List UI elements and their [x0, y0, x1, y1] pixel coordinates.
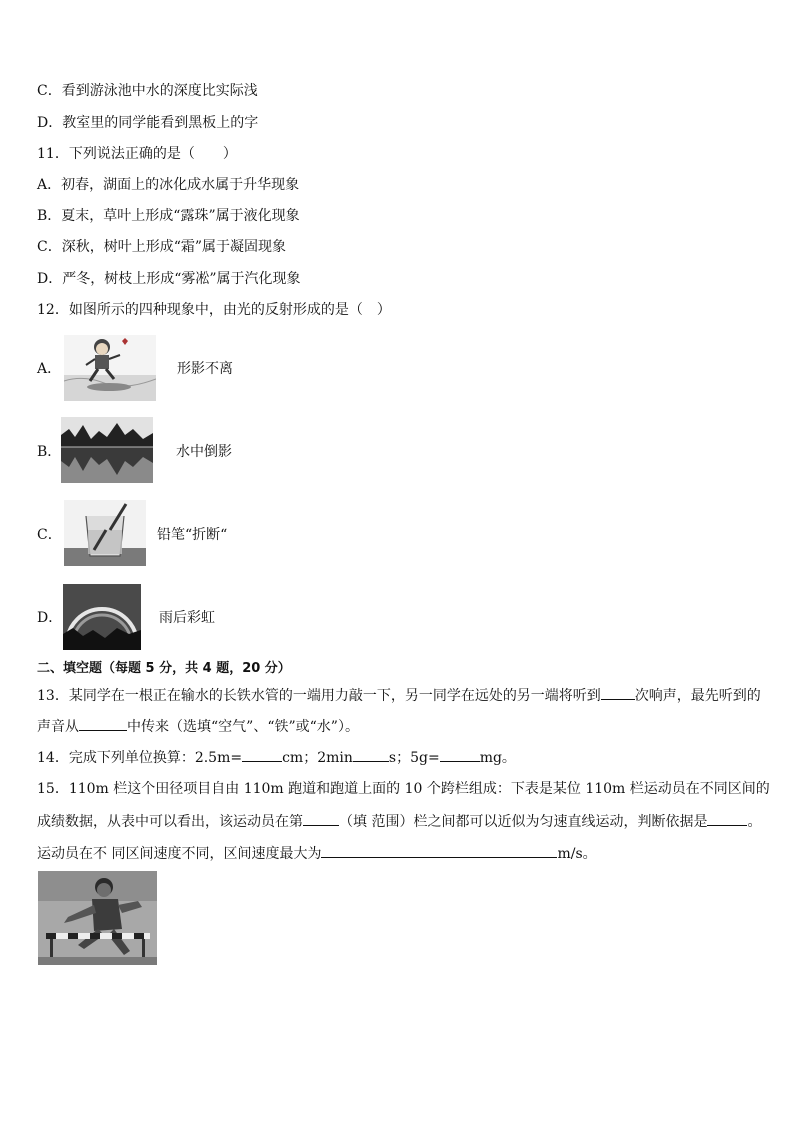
- q12-option-d-label: 雨后彩虹: [159, 610, 215, 626]
- q13-text-c: 声音从: [37, 719, 79, 735]
- q14-blank-mg[interactable]: [440, 747, 480, 762]
- q13-blank-medium[interactable]: [79, 716, 127, 731]
- q10-option-c: C．看到游泳池中水的深度比实际浅: [37, 83, 258, 99]
- q15-text-a: 成绩数据，从表中可以看出，该运动员在第: [37, 814, 303, 830]
- q12-stem: 12．如图所示的四种现象中，由光的反射形成的是（ ）: [37, 302, 391, 318]
- q15-text-b: （填 范围）栏之间都可以近似为匀速直线运动，判断依据是: [339, 814, 708, 830]
- q11-stem: 11．下列说法正确的是（ ）: [37, 146, 237, 162]
- q14-line: [37, 747, 516, 768]
- q11-option-a: A．初春，湖面上的冰化成水属于升华现象: [37, 177, 300, 193]
- section-heading: 二、填空题（每题 5 分，共 4 题，20 分）: [37, 661, 291, 676]
- pencil-in-glass-picture: [64, 500, 146, 566]
- q15-text-c: 。: [747, 814, 762, 830]
- q13-text-d: 中传来（选填“空气”、“铁”或“水”）。: [127, 719, 359, 735]
- q15-blank-range[interactable]: [303, 811, 339, 826]
- q13-blank-count[interactable]: [601, 685, 635, 700]
- q13-text-a: 13．某同学在一根正在输水的长铁水管的一端用力敲一下，另一同学在远处的另一端将听到: [37, 688, 601, 704]
- q14-blank-s[interactable]: [353, 747, 389, 762]
- q12-option-a-label: 形影不离: [177, 361, 233, 377]
- rainbow-picture: [63, 584, 141, 650]
- lake-reflection-picture: [61, 417, 153, 483]
- q14-text-d: mg。: [479, 750, 516, 766]
- q12-option-b-letter: B．: [37, 444, 62, 460]
- q13-text-b: 次响声，最先听到的: [634, 688, 761, 704]
- q12-option-c-label: 铅笔“折断“: [157, 527, 228, 543]
- q11-option-d: D．严冬，树枝上形成“雾凇”属于汽化现象: [37, 271, 301, 287]
- child-shadow-picture: [64, 335, 156, 401]
- q15-line-3: [37, 843, 597, 864]
- q15-text-e: m/s。: [557, 846, 597, 862]
- q15-text-d: 运动员在不 同区间速度不同，区间速度最大为: [37, 846, 322, 862]
- q14-blank-cm[interactable]: [242, 747, 282, 762]
- q12-option-a-letter: A．: [37, 361, 62, 377]
- q11-option-b: B．夏末，草叶上形成“露珠”属于液化现象: [37, 208, 300, 224]
- q13-line-1: [37, 685, 761, 706]
- q12-option-d-letter: D．: [37, 610, 63, 626]
- q13-line-2: [37, 716, 359, 737]
- q11-option-c: C．深秋，树叶上形成“霜”属于凝固现象: [37, 239, 287, 255]
- q12-option-c-letter: C．: [37, 527, 62, 543]
- q15-line-1: 15．110m 栏这个田径项目自由 110m 跑道和跑道上面的 10 个跨栏组成：下表是某位 110m 栏运动员在不同区间的: [37, 781, 770, 797]
- q14-text-b: cm；2min: [282, 750, 353, 766]
- q14-text-c: s；5g=: [388, 750, 440, 766]
- q14-text-a: 14．完成下列单位换算：2.5m=: [37, 750, 243, 766]
- q15-blank-basis[interactable]: [707, 811, 747, 826]
- q10-option-d: D．教室里的同学能看到黑板上的字: [37, 115, 259, 131]
- hurdler-photo: [38, 871, 157, 965]
- q15-line-2: [37, 811, 761, 832]
- q12-option-b-label: 水中倒影: [176, 444, 232, 460]
- q15-blank-max-speed[interactable]: [321, 843, 557, 858]
